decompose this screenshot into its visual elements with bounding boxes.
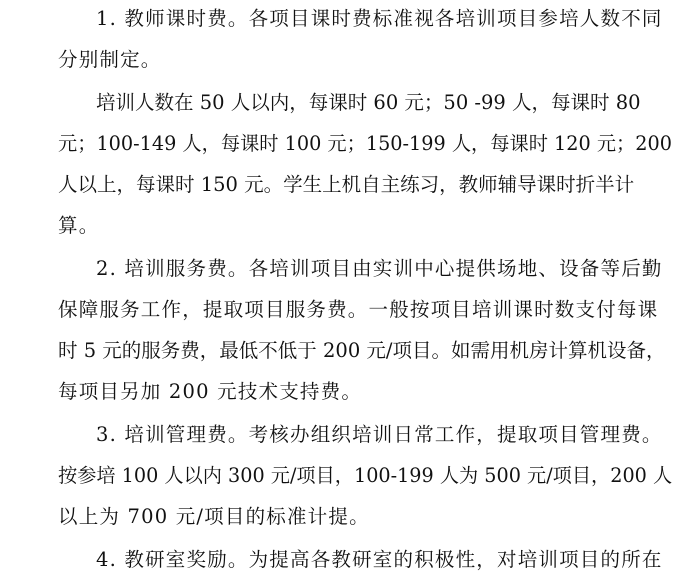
- paragraph-2-line-2: 元；100-149 人，每课时 100 元；150-199 人，每课时 120 元；200: [58, 132, 672, 155]
- paragraph-5-line-1: 4. 教研室奖励。为提高各教研室的积极性，对培训项目的所在: [96, 548, 663, 571]
- paragraph-3-line-3: 时 5 元的服务费，最低不低于 200 元/项目。如需用机房计算机设备，: [58, 339, 666, 362]
- paragraph-1-line-1: 1. 教师课时费。各项目课时费标准视各培训项目参培人数不同: [96, 7, 663, 30]
- paragraph-2-line-4: 算。: [58, 214, 100, 237]
- paragraph-3-line-2: 保障服务工作，提取项目服务费。一般按项目培训课时数支付每课: [58, 298, 659, 321]
- paragraph-4-line-3: 以上为 700 元/项目的标准计提。: [58, 505, 370, 528]
- paragraph-1-line-2: 分别制定。: [58, 48, 162, 71]
- paragraph-2-line-1: 培训人数在 50 人以内，每课时 60 元；50 -99 人，每课时 80: [96, 91, 641, 114]
- paragraph-4-line-2: 按参培 100 人以内 300 元/项目，100-199 人为 500 元/项目，200 人: [58, 464, 673, 487]
- paragraph-2-line-3: 人以上，每课时 150 元。学生上机自主练习，教师辅导课时折半计: [58, 173, 635, 196]
- paragraph-4-line-1: 3. 培训管理费。考核办组织培训日常工作，提取项目管理费。: [96, 423, 663, 446]
- paragraph-3-line-1: 2. 培训服务费。各培训项目由实训中心提供场地、设备等后勤: [96, 257, 663, 280]
- paragraph-3-line-4: 每项目另加 200 元技术支持费。: [58, 380, 363, 403]
